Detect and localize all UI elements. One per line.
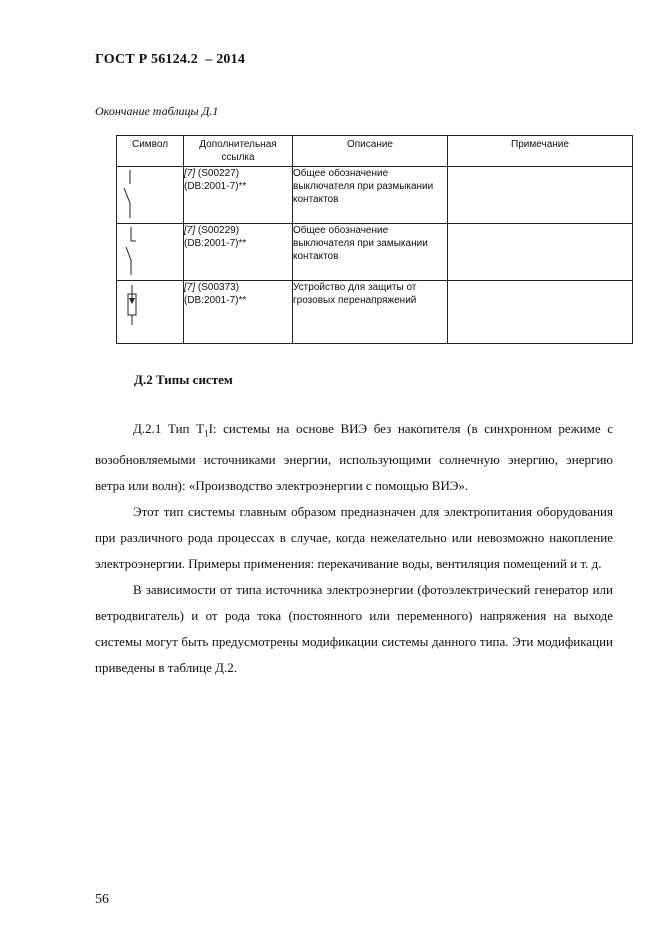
table-row <box>117 224 633 281</box>
reference-cell <box>184 167 293 224</box>
description-cell: Устройство для защиты от грозовых перенапряжений <box>293 281 448 344</box>
note-cell <box>448 224 633 281</box>
surge-arrester-icon <box>117 281 177 343</box>
reference-label: [7] <box>184 282 196 293</box>
description-cell: Общее обозначение выключателя при размыкании контактов <box>293 167 448 224</box>
table-row <box>117 167 633 224</box>
page-number: 56 <box>95 892 109 907</box>
column-header-note: Примечание <box>448 136 633 167</box>
paragraph: В зависимости от типа источника электроэнергии (фотоэлектрический генератор или ветродвигатель) и от рода тока (постоянного или переменного) напряжения на выходе системы могут быть предусмотрены модификации системы данного типа. Эти модификации приведены в таблице Д.2. <box>95 581 613 675</box>
symbols-table <box>116 135 633 344</box>
column-header-reference: Дополнительная ссылка <box>184 136 293 167</box>
body-text <box>95 416 613 681</box>
symbol-cell <box>117 224 184 281</box>
reference-cell <box>184 281 293 344</box>
switch-make-contacts-icon <box>117 224 177 280</box>
paragraph: Этот тип системы главным образом предназначен для электропитания оборудования при различного рода процессах в случае, когда нежелательно или невозможно накопление электроэнергии. Примеры применения: перекачивание воды, вентиляция помещений и т. д. <box>95 503 613 571</box>
column-header-description: Описание <box>293 136 448 167</box>
page-header: ГОСТ Р 56124.2 – 2014 <box>95 52 246 67</box>
column-header-symbol: Символ <box>117 136 184 167</box>
description-cell: Общее обозначение выключателя при замыкании контактов <box>293 224 448 281</box>
subscript-index: 1 <box>204 428 209 439</box>
paragraph-lead: Д.2.1 Тип Т <box>133 421 205 436</box>
reference-code: (S00229) (DB:2001-7)** <box>184 225 247 249</box>
symbol-cell <box>117 281 184 344</box>
paragraph-rest: I: системы на основе ВИЭ без накопителя (в синхронном режиме с возобновляемыми источниками энергии, использующими солнечную энергию, энергию ветра или волн): «Производство электроэнергии с помощью ВИЭ». <box>95 421 613 493</box>
reference-label: [7] <box>184 168 196 179</box>
reference-code: (S00227) (DB:2001-7)** <box>184 168 247 192</box>
switch-break-contacts-icon <box>117 167 177 223</box>
reference-code: (S00373) (DB:2001-7)** <box>184 282 247 306</box>
table-caption: Окончание таблицы Д.1 <box>95 104 219 118</box>
symbol-cell <box>117 167 184 224</box>
section-title: Д.2 Типы систем <box>134 372 233 387</box>
table-row <box>117 281 633 344</box>
note-cell <box>448 167 633 224</box>
reference-cell <box>184 224 293 281</box>
reference-label: [7] <box>184 225 196 236</box>
table-header-row <box>117 136 633 167</box>
paragraph <box>95 416 613 499</box>
note-cell <box>448 281 633 344</box>
